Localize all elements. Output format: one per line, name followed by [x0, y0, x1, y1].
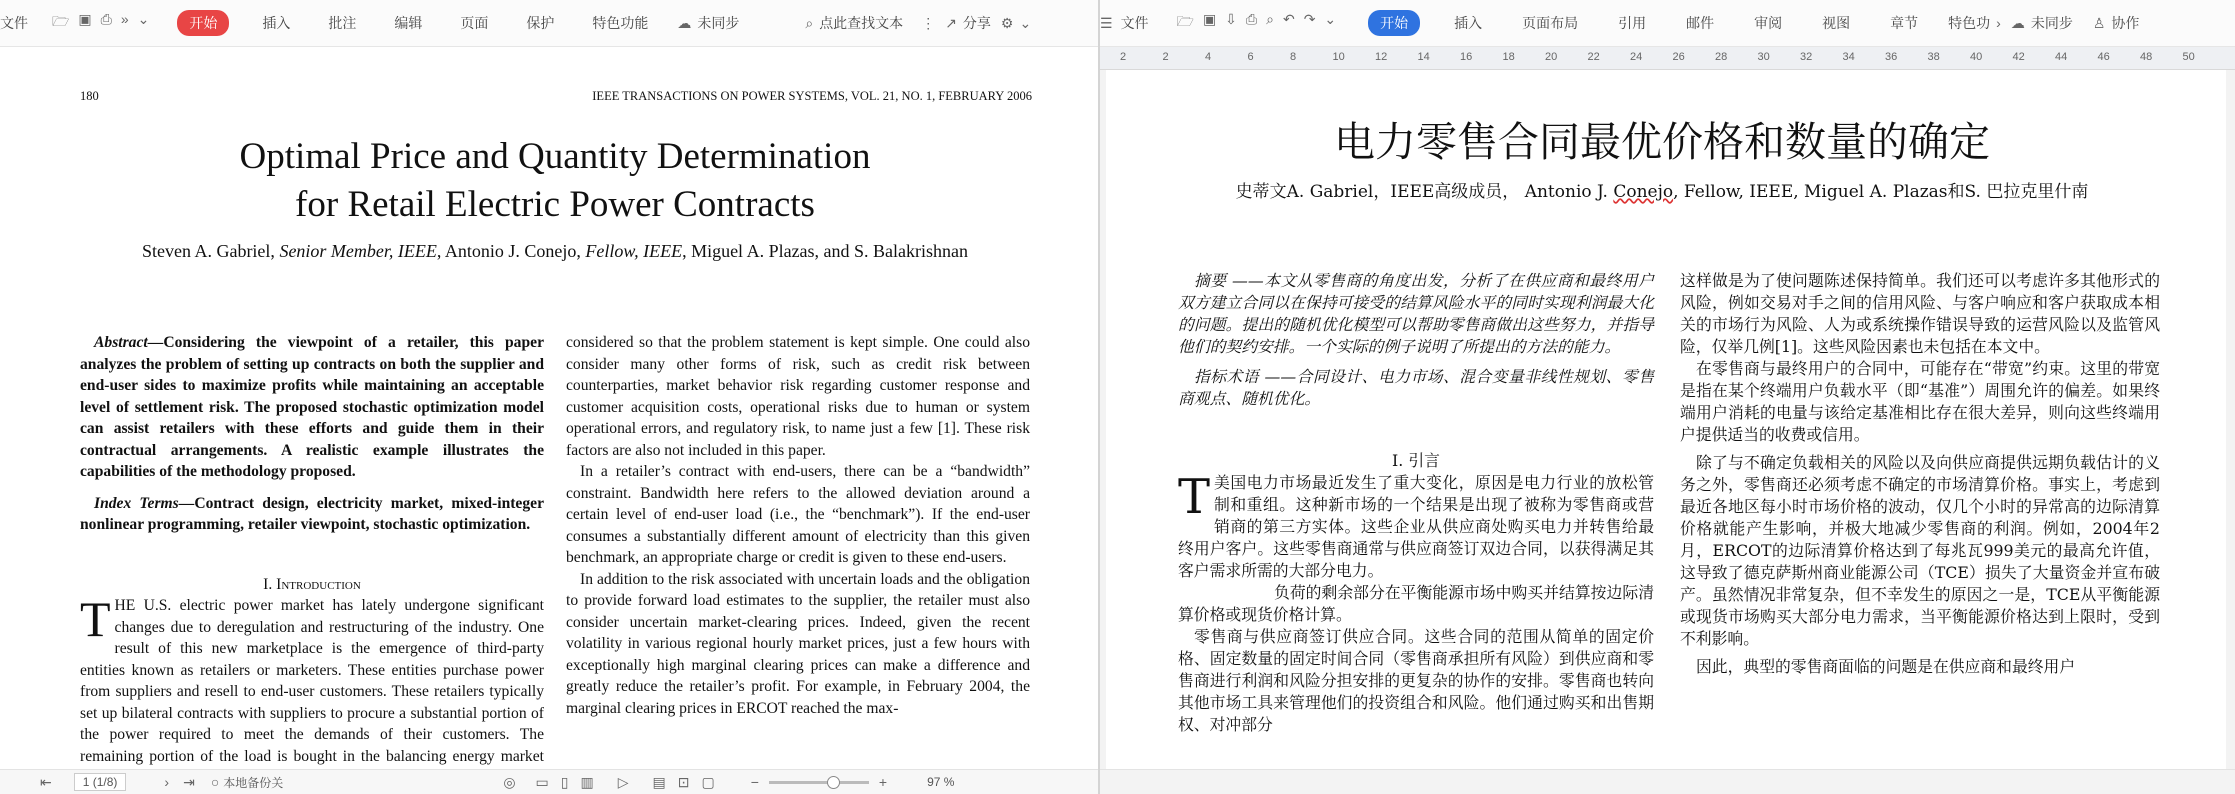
settings-icon[interactable]: ⚙ — [1000, 14, 1014, 31]
ruler-tick: 10 — [1332, 51, 1345, 63]
single-page-icon[interactable]: ▭ — [535, 773, 549, 790]
two-page-icon[interactable]: ▯ — [560, 773, 569, 790]
search-button[interactable]: ⌕ 点此查找文本 — [805, 14, 904, 31]
ruler-tick: 26 — [1672, 51, 1685, 63]
print-icon[interactable]: ⎙ — [100, 11, 112, 27]
search-icon: ⌕ — [805, 14, 814, 31]
ruler-tick: 34 — [1842, 51, 1855, 63]
document-page — [1106, 70, 2226, 770]
section-heading: I. Introduction — [263, 575, 361, 593]
menu-icon[interactable]: ☰ — [1100, 14, 1113, 31]
play-icon[interactable]: ▷ — [617, 773, 629, 790]
index-terms: 指标术语 ——合同设计、电力市场、混合变量非线性规划、零售商观点、随机优化。 — [1178, 367, 1654, 408]
pdf-toolbar — [0, 0, 1098, 47]
paper-title-line1: Optimal Price and Quantity Determination — [239, 136, 871, 177]
redo-icon[interactable]: ↷ — [1303, 11, 1316, 27]
abstract: 摘要 ——本文从零售商的角度出发，分析了在供应商和最终用户双方建立合同以在保持可接受的结算风险水平的同时实现利润最大化的问题。提出的随机优化模型可以帮助零售商做出这些努力，并指导他们的契约安排。一个实际的例子说明了所提出的方法的能力。 — [1178, 271, 1654, 356]
export-icon[interactable]: ⇩ — [1225, 11, 1237, 27]
paper-title-line2: for Retail Electric Power Contracts — [295, 184, 815, 225]
writer-window — [1100, 0, 2235, 794]
file-menu[interactable]: 文件 — [0, 15, 28, 31]
zoom-slider-handle[interactable] — [827, 776, 840, 789]
right-column — [1680, 270, 2160, 678]
dropdown-icon[interactable]: ⌄ — [137, 11, 150, 27]
print-icon[interactable]: ⎙ — [1245, 11, 1258, 27]
pdf-statusbar — [0, 769, 1098, 794]
tab-annotate[interactable]: 批注 — [328, 15, 357, 31]
last-page-icon[interactable]: ⇥ — [183, 773, 195, 790]
intro-paragraph: THE U.S. electric power market has lately undergone significant changes due to deregulation and restructuring of the industry. One result of this new marketplace is the emergence of third-party entities known as retailers or marketers. These entities purchase power from suppliers and resell to end-user customers. These retailers typically set up bilateral contracts with suppliers to procure a substantial portion of the power required to meet the demands of their customers. The remaining portion of the load is bought in the balancing energy market — [80, 591, 544, 765]
tab-features[interactable]: 特色功 — [1948, 15, 1991, 31]
tab-mailings[interactable]: 邮件 — [1686, 15, 1715, 31]
tab-page[interactable]: 页面 — [460, 15, 489, 31]
pdf-page — [0, 47, 1098, 769]
chevron-right-icon[interactable]: › — [1996, 15, 2001, 31]
backup-status[interactable]: 本地备份关 — [223, 775, 284, 790]
tab-start[interactable]: 开始 — [177, 10, 229, 36]
tab-insert[interactable]: 插入 — [262, 15, 291, 31]
ruler-tick: 40 — [1970, 51, 1983, 63]
tab-edit[interactable]: 编辑 — [394, 15, 423, 31]
sync-status[interactable]: ☁ 未同步 — [677, 14, 740, 31]
ruler-tick: 12 — [1375, 51, 1388, 63]
collab-button[interactable]: ♙ 协作 — [2092, 14, 2140, 31]
ruler-tick: 22 — [1587, 51, 1600, 63]
cloud-icon: ☁ — [677, 14, 692, 31]
right-column — [566, 332, 1030, 719]
paragraph: considered so that the problem statement is kept simple. One could also consider many other forms of risk, such as credit risk between counterparties, market behavior risk regarding customer response and customer acquisition costs, operational risks due to human or system operational errors, and regulatory risk, to name just a few [1]. These risk factors are also not included in this paper. — [566, 334, 1030, 459]
screen-icon[interactable]: ▢ — [701, 773, 715, 790]
tab-protect[interactable]: 保护 — [526, 15, 555, 31]
ruler-tick: 50 — [2182, 51, 2195, 63]
fit-icon[interactable]: ▤ — [652, 773, 666, 790]
ruler-tick: 44 — [2055, 51, 2068, 63]
kebab-menu-icon[interactable]: ⋮ — [921, 14, 936, 31]
document-authors: 史蒂文A. Gabriel，IEEE高级成员， Antonio J. Conejo, Fellow, IEEE, Miguel A. Plazas和S. 巴拉克里什南 — [1235, 182, 2089, 202]
left-column — [80, 332, 544, 769]
tab-references[interactable]: 引用 — [1618, 15, 1647, 31]
ruler-tick: 28 — [1715, 51, 1728, 63]
tab-page-layout[interactable]: 页面布局 — [1522, 15, 1579, 31]
share-button[interactable]: ↗ 分享 — [945, 14, 991, 31]
tab-review[interactable]: 审阅 — [1754, 15, 1783, 31]
ruler-tick: 36 — [1885, 51, 1898, 63]
save-icon[interactable]: ▣ — [1202, 11, 1217, 27]
cloud-icon: ☁ — [2010, 14, 2025, 31]
ruler-tick: 32 — [1800, 51, 1813, 63]
ruler-tick: 6 — [1247, 51, 1254, 63]
writer-toolbar — [1100, 0, 2235, 47]
paragraph: In addition to the risk associated with uncertain loads and the obligation to provide forward load estimates to the supplier, the retailer must also consider uncertain market-clearing prices. Indeed, given the recent volatility in various regional hourly market prices, just a few hours with exceptionally high marginal clearing prices can make a difference and greatly reduce the retailer’s profit. For example, in February 2004, the marginal clearing prices in ERCOT reached the max- — [566, 570, 1030, 717]
share-icon: ↗ — [945, 14, 957, 31]
paragraph: 这样做是为了使问题陈述保持简单。我们还可以考虑许多其他形式的风险，例如交易对手之间的信用风险、与客户响应和客户获取成本相关的市场行为风险、人为或系统操作错误导致的运营风险以及监管风险，仅举几例[1]。这些风险因素也未包括在本文中。 — [1680, 271, 2160, 356]
abstract: Abstract—Considering the viewpoint of a retailer, this paper analyzes the problem of setting up contracts on both the supplier and end-user sides to maximize profits while maintaining an acceptable level of settlement risk. The proposed stochastic optimization model can assist retailers with these efforts and guide them in their contractual arrangements. A realistic example illustrates the capabilities of the methodology proposed. — [80, 334, 544, 480]
first-page-icon[interactable]: ⇤ — [40, 773, 52, 790]
ruler-tick: 48 — [2140, 51, 2153, 63]
crop-icon[interactable]: ⊡ — [677, 773, 690, 790]
ruler-tick: 20 — [1545, 51, 1558, 63]
index-terms: Index Terms—Contract design, electricity market, mixed-integer nonlinear programming, retailer viewpoint, stochastic optimization. — [80, 494, 544, 533]
paragraph: 零售商与供应商签订供应合同。这些合同的范围从简单的固定价格、固定数量的固定时间合同（零售商承担所有风险）到供应商和零售商进行利润和风险分担安排的更复杂的协作的安排。零售商也转向其他市场工具来管理他们的投资组合和风险。他们通过购买和出售期权、对冲部分 — [1178, 627, 1654, 734]
horizontal-ruler[interactable] — [1100, 47, 2235, 70]
tab-insert[interactable]: 插入 — [1454, 15, 1483, 31]
ruler-tick: 14 — [1417, 51, 1430, 63]
intro-paragraph: T美国电力市场最近发生了重大变化，原因是电力行业的放松管制和重组。这种新市场的一个结果是出现了被称为零售商或营销商的第三方实体。这些企业从供应商处购买电力并转售给最终用户客户。这些零售商通常与供应商签订双边合同，以获得满足其客户需求所需的大部分电力。 — [1178, 469, 1654, 580]
zoom-in-icon[interactable]: + — [878, 774, 888, 790]
page-indicator[interactable]: 1 (1/8) — [74, 773, 127, 791]
more-icon[interactable]: » — [120, 11, 129, 27]
paragraph: 负荷的剩余部分在平衡能源市场中购买并结算按边际清算价格或现货价格计算。 — [1178, 583, 1654, 624]
ruler-tick: 38 — [1927, 51, 1940, 63]
journal-header: IEEE TRANSACTIONS ON POWER SYSTEMS, VOL. 21, NO. 1, FEBRUARY 2006 — [592, 89, 1032, 103]
writer-statusbar — [1100, 769, 2235, 794]
ruler-tick: 2 — [1162, 51, 1169, 63]
save-icon[interactable]: ▣ — [78, 11, 92, 27]
section-heading: I. 引言 — [1392, 451, 1440, 470]
sync-status[interactable]: ☁ 未同步 — [2010, 14, 2073, 31]
tab-start[interactable]: 开始 — [1368, 10, 1420, 36]
ruler-tick: 18 — [1502, 51, 1515, 63]
book-icon[interactable]: ▥ — [580, 773, 594, 790]
paragraph: 因此，典型的零售商面临的问题是在供应商和最终用户 — [1696, 657, 2076, 676]
paragraph: 除了与不确定负载相关的风险以及向供应商提供远期负载估计的义务之外，零售商还必须考虑不确定的市场清算价格。事实上，考虑到最近各地区每小时市场价格的波动，仅几个小时的异常高的边际清算价格就能产生影响，并极大地减少零售商的利润。例如，2004年2月，ERCOT的边际清算价格达到了每兆瓦999美元的最高允许值，这导致了德克萨斯州商业能源公司（TCE）损失了大量资金并宣布破产。虽然情况非常复杂，但不幸发生的原因之一是，TCE从平衡能源或现货市场购买大部分电力需求，当平衡能源价格达到上限时，受到不利影响。 — [1680, 453, 2160, 648]
print-preview-icon[interactable]: ⌕ — [1266, 11, 1274, 27]
ruler-tick: 2 — [1120, 51, 1127, 63]
page-number: 180 — [80, 89, 99, 103]
ruler-tick: 4 — [1205, 51, 1212, 63]
ruler-tick: 24 — [1630, 51, 1643, 63]
document-title: 电力零售合同最优价格和数量的确定 — [1334, 118, 1990, 166]
ruler-tick: 8 — [1290, 51, 1297, 63]
zoom-out-icon[interactable]: − — [750, 774, 759, 790]
backup-icon: ○ — [210, 774, 220, 790]
file-menu[interactable]: 文件 — [1120, 15, 1149, 31]
paragraph: In a retailer’s contract with end-users, there can be a “bandwidth” constraint. Bandwidth here refers to the allowed deviation around a certain level of end-user load (i.e., the “benchmark”). If the end-user consumes a substantially different amount of electricity than this given benchmark, an appropriate charge or credit is given to these end-users. — [566, 463, 1030, 566]
undo-icon[interactable]: ↶ — [1282, 11, 1295, 27]
ruler-tick: 42 — [2012, 51, 2025, 63]
left-column — [1178, 270, 1654, 736]
user-icon: ♙ — [2092, 14, 2106, 31]
ruler-tick: 16 — [1460, 51, 1473, 63]
chevron-down-icon[interactable]: ⌄ — [1019, 14, 1032, 31]
tab-chapter[interactable]: 章节 — [1890, 15, 1919, 31]
paper-authors: Steven A. Gabriel, Senior Member, IEEE, Antonio J. Conejo, Fellow, IEEE, Miguel A. Plazas, and S. Balakrishnan — [141, 241, 969, 261]
tab-features[interactable]: 特色功能 — [592, 15, 649, 31]
ruler-tick: 46 — [2097, 51, 2110, 63]
eye-icon[interactable]: ◎ — [503, 773, 516, 790]
tab-view[interactable]: 视图 — [1822, 15, 1851, 31]
ruler-tick: 30 — [1757, 51, 1770, 63]
paragraph: 在零售商与最终用户的合同中，可能存在“带宽”约束。这里的带宽是指在某个终端用户负载水平（即“基准”）周围允许的偏差。如果终端用户消耗的电量与该给定基准相比存在很大差异，则向这些终端用户提供适当的收费或信用。 — [1680, 359, 2160, 444]
zoom-level[interactable]: 97 % — [927, 775, 955, 789]
folder-open-icon[interactable]: 🗁 — [1176, 13, 1194, 29]
pdf-viewer-window — [0, 0, 1098, 794]
dropdown-icon[interactable]: ⌄ — [1324, 11, 1337, 27]
zoom-slider[interactable] — [769, 781, 869, 784]
next-page-icon[interactable]: › — [164, 774, 170, 790]
folder-open-icon[interactable]: 🗁 — [52, 13, 70, 29]
